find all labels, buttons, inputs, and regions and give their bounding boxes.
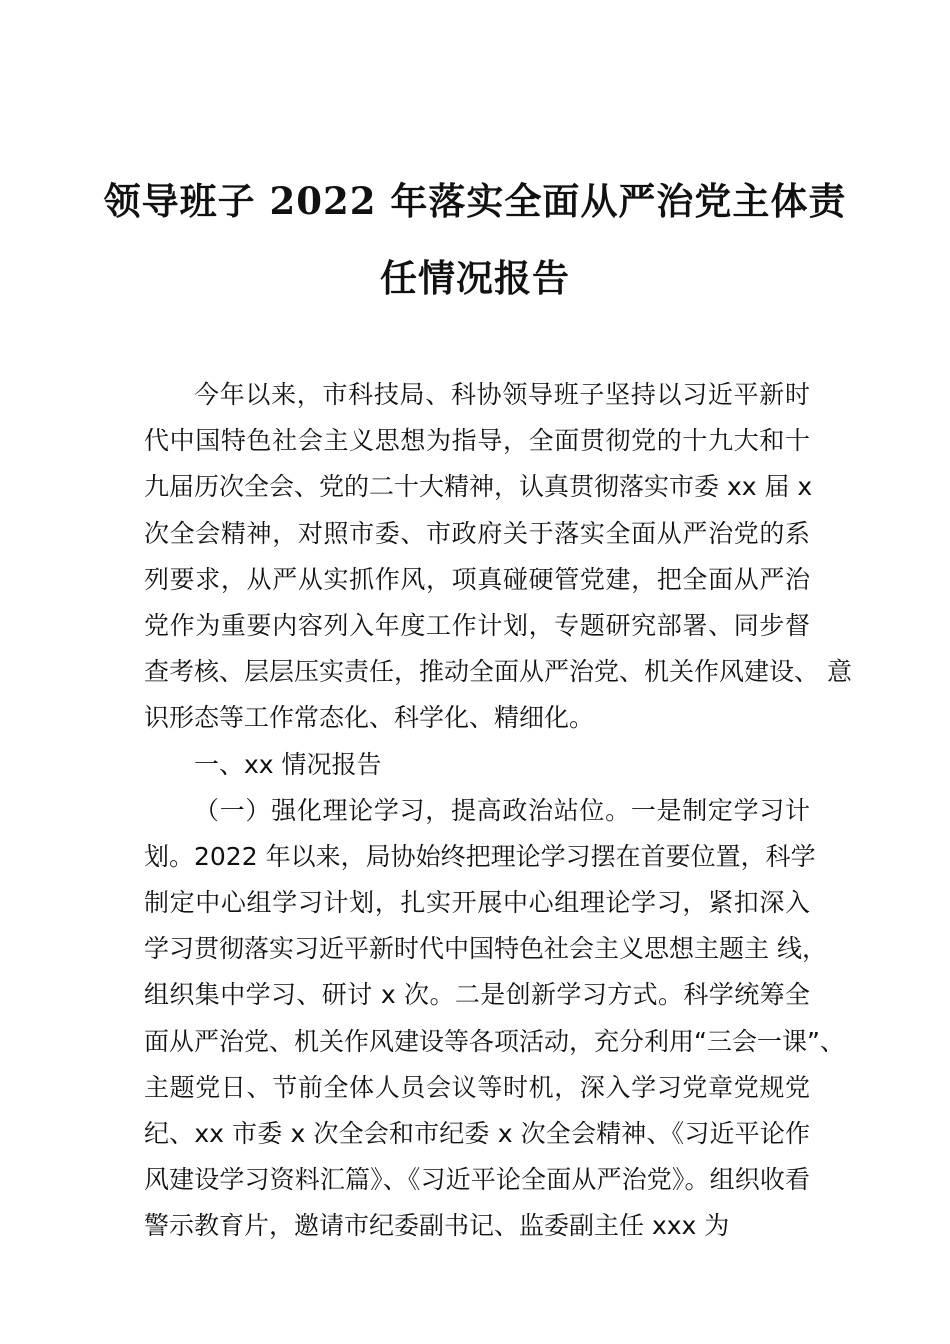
body-line: 识形态等工作常态化、科学化、精细化。: [144, 703, 595, 733]
body-line: （一）强化理论学习，提高政治站位。一是制定学习计: [194, 795, 810, 825]
body-line: 风建设学习资料汇篇》、《习近平论全面从严治党》。组织收看: [144, 1165, 810, 1195]
document-title-line-2: 任情况报告: [380, 256, 570, 300]
section-heading: 一、xx 情况报告: [194, 749, 382, 779]
body-line: 查考核、层层压实责任，推动全面从严治党、机关作风建设、 意: [144, 657, 852, 687]
document-body: [144, 372, 852, 1250]
body-line: 九届历次全会、党的二十大精神，认真贯彻落实市委 xx 届 x: [144, 472, 813, 502]
body-line: 制定中心组学习计划，扎实开展中心组理论学习，紧扣深入: [144, 888, 810, 918]
body-line: 党作为重要内容列入年度工作计划，专题研究部署、同步督: [144, 610, 810, 640]
body-line: 纪、xx 市委 x 次全会和市纪委 x 次全会精神、《习近平论作: [144, 1119, 810, 1148]
body-line: 组织集中学习、研讨 x 次。二是创新学习方式。科学统筹全: [144, 980, 810, 1010]
body-line: 今年以来，市科技局、科协领导班子坚持以习近平新时: [194, 380, 810, 409]
body-line: 主题党日、节前全体人员会议等时机，深入学习党章党规党: [144, 1072, 810, 1102]
body-line: 划。2022 年以来，局协始终把理论学习摆在首要位置，科学: [144, 841, 816, 871]
body-line: 学习贯彻落实习近平新时代中国特色社会主义思想主题主 线，: [144, 934, 827, 964]
body-line: 警示教育片，邀请市纪委副书记、监委副主任 xxx 为: [144, 1211, 730, 1241]
body-line: 列要求，从严从实抓作风，项真碰硬管党建，把全面从严治: [144, 564, 810, 594]
document-title-line-1: 领导班子 2022 年落实全面从严治党主体责: [103, 179, 847, 223]
body-line: 次全会精神，对照市委、市政府关于落实全面从严治党的系: [144, 518, 810, 548]
body-line: 代中国特色社会主义思想为指导，全面贯彻党的十九大和十: [144, 426, 810, 456]
body-line: 面从严治党、机关作风建设等各项活动，充分利用“三会一课”、: [144, 1026, 845, 1056]
